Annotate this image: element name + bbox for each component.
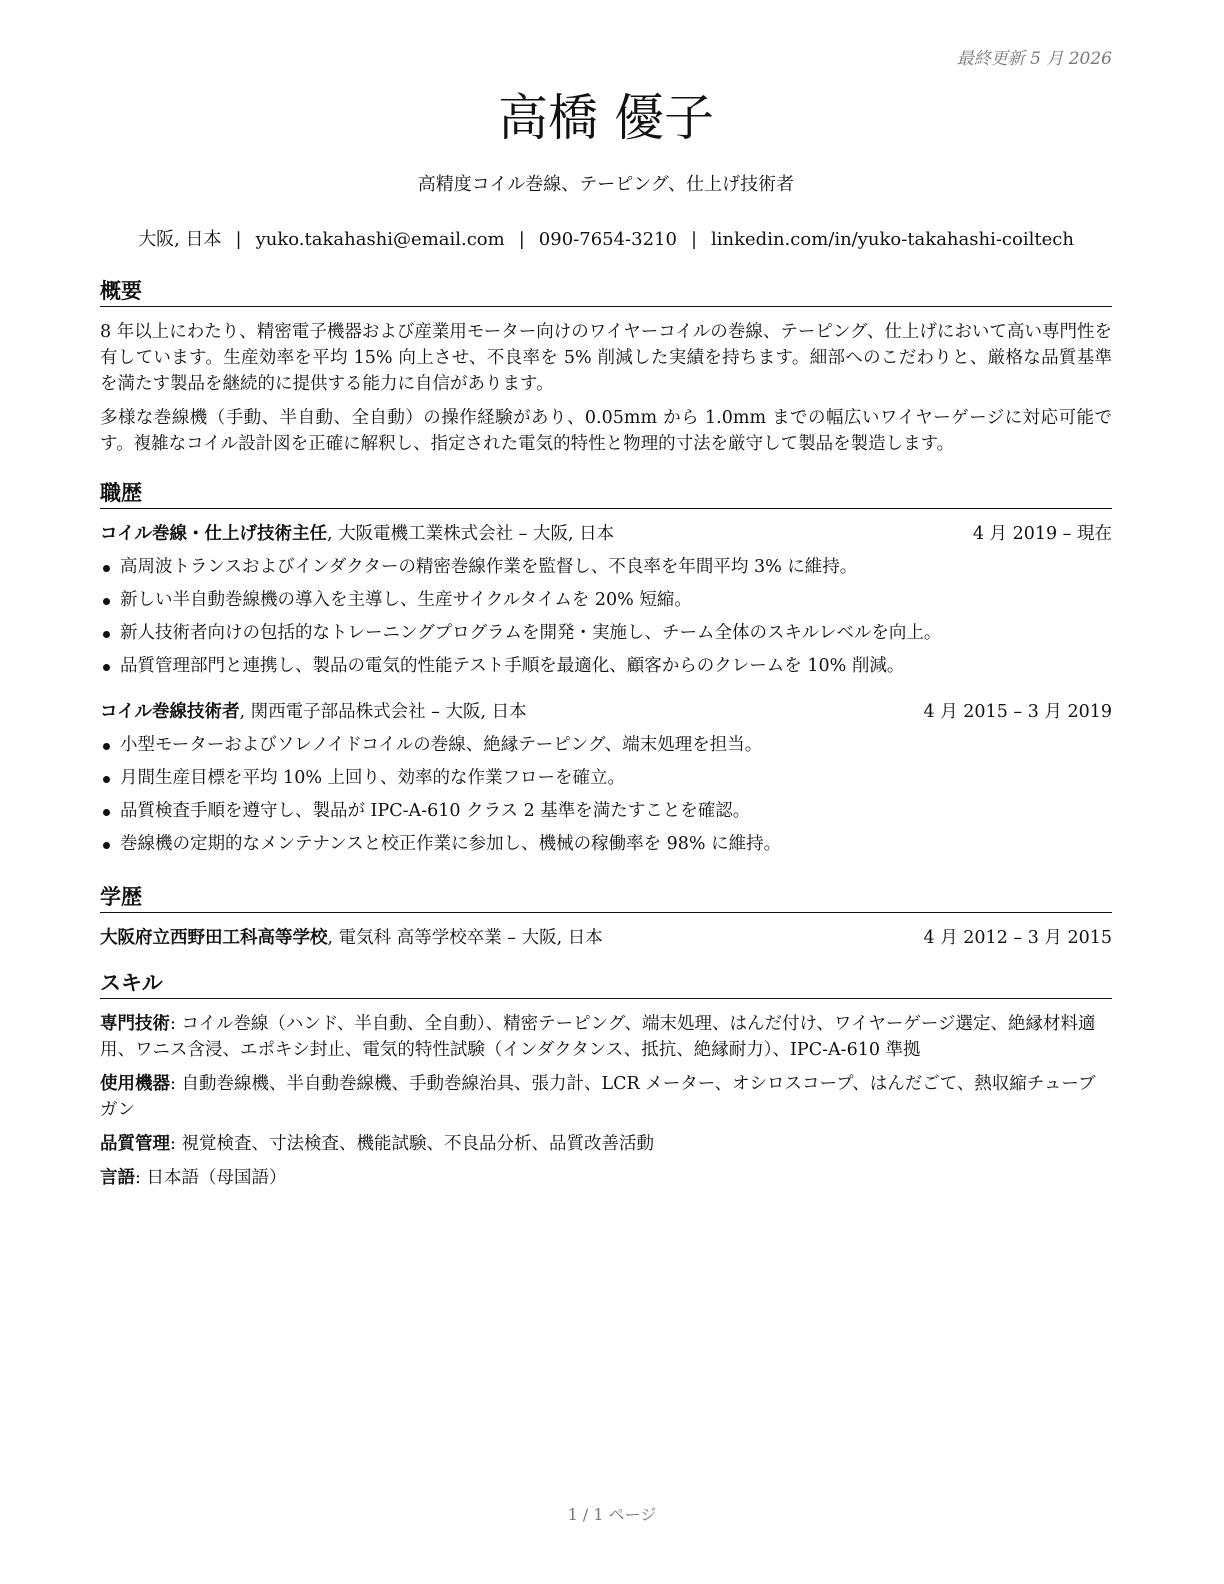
education-detail: , 電気科 高等学校卒業 – 大阪, 日本 (327, 928, 603, 948)
skill-label: 品質管理 (100, 1134, 170, 1154)
bullet-dot-icon (103, 743, 110, 750)
summary-section (100, 278, 1112, 457)
education-dates: 4 月 2012 – 3 月 2015 (923, 928, 1112, 948)
bullet-dot-icon (103, 631, 110, 638)
job-org: , 大阪電機工業株式会社 – 大阪, 日本 (326, 524, 615, 544)
contact-linkedin[interactable]: linkedin.com/in/yuko-takahashi-coiltech (711, 229, 1074, 250)
bullet-dot-icon (103, 776, 110, 783)
section-title-experience: 職歴 (100, 480, 1112, 509)
experience-section (100, 480, 1112, 857)
skill-text: : 視覚検査、寸法検査、機能試験、不良品分析、品質改善活動 (170, 1134, 654, 1154)
job-header (100, 699, 1112, 725)
summary-paragraph: 多様な巻線機（手動、半自動、全自動）の操作経験があり、0.05mm から 1.0mm までの幅広いワイヤーゲージに対応可能です。複雑なコイル設計図を正確に解釈し、指定された電気的特性と物理的寸法を厳守して製品を製造します。 (100, 408, 1112, 454)
skill-line (100, 1165, 1112, 1191)
list-item (100, 732, 1112, 758)
list-item (100, 653, 1112, 679)
list-item (100, 798, 1112, 824)
list-item (100, 831, 1112, 857)
job-dates: 4 月 2015 – 3 月 2019 (923, 702, 1112, 722)
job-role (100, 699, 527, 725)
bullet-text: 新しい半自動巻線機の導入を主導し、生産サイクルタイムを 20% 短縮。 (120, 590, 692, 610)
bullet-dot-icon (103, 565, 110, 572)
bullet-text: 小型モーターおよびソレノイドコイルの巻線、絶縁テーピング、端末処理を担当。 (120, 735, 763, 755)
list-item (100, 587, 1112, 613)
skills-section (100, 970, 1112, 1191)
page-number-footer: 1 / 1 ページ (567, 1505, 657, 1524)
job-title: コイル巻線技術者 (100, 702, 240, 722)
job-title: コイル巻線・仕上げ技術主任 (100, 524, 327, 544)
skill-label: 専門技術 (100, 1014, 170, 1034)
skill-label: 使用機器 (100, 1074, 170, 1094)
job-bullets (100, 554, 1112, 679)
headline: 高精度コイル巻線、テーピング、仕上げ技術者 (417, 174, 795, 195)
candidate-name: 高橋 優子 (498, 89, 714, 147)
contact-separator: | (518, 229, 525, 250)
job-entry (100, 521, 1112, 679)
list-item (100, 620, 1112, 646)
contact-separator: | (235, 229, 242, 250)
bullet-text: 品質管理部門と連携し、製品の電気的性能テスト手順を最適化、顧客からのクレームを 10% 削減。 (120, 656, 905, 676)
contact-phone: 090-7654-3210 (538, 229, 677, 250)
contact-separator: | (690, 229, 698, 250)
summary-paragraph: 8 年以上にわたり、精密電子機器および産業用モーター向けのワイヤーコイルの巻線、テーピング、仕上げにおいて高い専門性を有しています。生産効率を平均 15% 向上させ、不良率を 5% 削減した実績を持ちます。細部へのこだわりと、厳格な品質基準を満たす製品を継続的に提供する能力に自信があります。 (100, 322, 1112, 394)
list-item (100, 765, 1112, 791)
skill-line (100, 1011, 1112, 1063)
contact-email[interactable]: yuko.takahashi@email.com (255, 229, 505, 250)
education-school-line (100, 925, 603, 951)
job-dates: 4 月 2019 – 現在 (972, 524, 1112, 544)
contact-line (100, 225, 1112, 251)
skill-line (100, 1071, 1112, 1123)
bullet-dot-icon (103, 598, 110, 605)
contact-location: 大阪, 日本 (138, 229, 222, 250)
job-role (100, 521, 614, 547)
education-section (100, 884, 1112, 951)
bullet-text: 品質検査手順を遵守し、製品が IPC-A-610 クラス 2 基準を満たすことを確認。 (120, 801, 751, 821)
bullet-text: 巻線機の定期的なメンテナンスと校正作業に参加し、機械の稼働率を 98% に維持。 (120, 834, 782, 854)
job-bullets (100, 732, 1112, 857)
list-item (100, 554, 1112, 580)
skill-text: : 自動巻線機、半自動巻線機、手動巻線治具、張力計、LCR メーター、オシロスコープ、はんだごて、熱収縮チューブガン (100, 1074, 1096, 1120)
job-header (100, 521, 1112, 547)
education-entry (100, 925, 1112, 951)
section-title-summary: 概要 (100, 278, 1112, 307)
education-school: 大阪府立西野田工科高等学校 (100, 928, 328, 948)
bullet-dot-icon (103, 842, 110, 849)
skill-text: : コイル巻線（ハンド、半自動、全自動）、精密テーピング、端末処理、はんだ付け、ワイヤーゲージ選定、絶縁材料適用、ワニス含浸、エポキシ封止、電気的特性試験（インダクタンス、抵抗、絶縁耐力）、IPC-A-610 準拠 (100, 1014, 1096, 1060)
bullet-text: 新人技術者向けの包括的なトレーニングプログラムを開発・実施し、チーム全体のスキルレベルを向上。 (120, 623, 942, 643)
bullet-dot-icon (103, 809, 110, 816)
skill-text: : 日本語（母国語） (135, 1168, 287, 1188)
section-title-skills: スキル (100, 970, 1112, 999)
job-entry (100, 699, 1112, 857)
bullet-text: 高周波トランスおよびインダクターの精密巻線作業を監督し、不良率を年間平均 3% に維持。 (120, 557, 858, 577)
job-org: , 関西電子部品株式会社 – 大阪, 日本 (239, 702, 527, 722)
skill-line (100, 1131, 1112, 1157)
section-title-education: 学歴 (100, 884, 1112, 913)
bullet-text: 月間生産目標を平均 10% 上回り、効率的な作業フローを確立。 (120, 768, 626, 788)
skill-label: 言語 (100, 1168, 135, 1188)
bullet-dot-icon (103, 664, 110, 671)
last-updated: 最終更新 5 月 2026 (956, 49, 1112, 69)
